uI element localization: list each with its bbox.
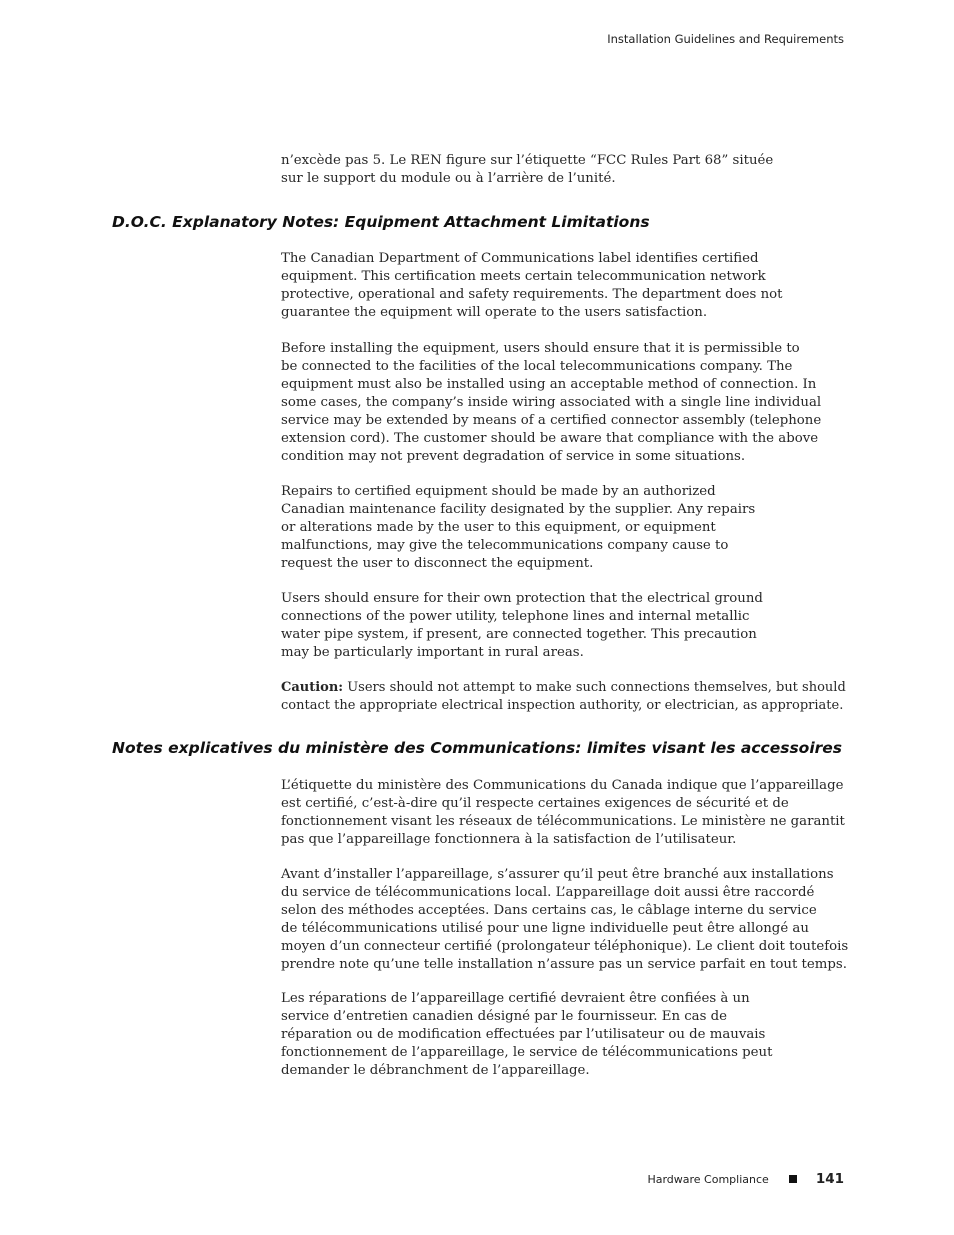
text-line: [281, 679, 853, 697]
text-line: selon des méthodes acceptées. Dans certains cas, le câblage interne du service: [281, 903, 817, 918]
text-line: est certifié, c’est-à-dire qu’il respecte certaines exigences de sécurité et de: [281, 796, 789, 811]
text-line: moyen d’un connecteur certifié (prolongateur téléphonique). Le client doit toutefois: [281, 939, 849, 954]
text-line: sur le support du module ou à l’arrière de l’unité.: [281, 171, 616, 186]
text-line: pas que l’appareillage fonctionnera à la satisfaction de l’utilisateur.: [281, 832, 737, 847]
page-number: 141: [815, 1171, 844, 1187]
section-heading-doc: D.O.C. Explanatory Notes: Equipment Attachment Limitations: [112, 213, 650, 231]
text-line: service d’entretien canadien désigné par le fournisseur. En cas de: [281, 1009, 728, 1024]
text-line: Canadian maintenance facility designated by the supplier. Any repairs: [281, 502, 756, 517]
text-line: fonctionnement de l’appareillage, le service de télécommunications peut: [281, 1045, 773, 1060]
text-line: some cases, the company’s inside wiring associated with a single line individual: [281, 395, 822, 410]
doc-paragraph-4: [281, 590, 853, 662]
text-line: protective, operational and safety requirements. The department does not: [281, 287, 783, 302]
intro-paragraph: [281, 152, 853, 188]
text-line: connections of the power utility, telephone lines and internal metallic: [281, 609, 750, 624]
text-line: Users should ensure for their own protection that the electrical ground: [281, 591, 763, 606]
text-line: water pipe system, if present, are connected together. This precaution: [281, 627, 757, 642]
fr-paragraph-2: [281, 866, 853, 974]
text-line: Repairs to certified equipment should be made by an authorized: [281, 484, 716, 499]
text-line: Avant d’installer l’appareillage, s’assurer qu’il peut être branché aux installations: [281, 867, 834, 882]
doc-paragraph-2: [281, 340, 853, 466]
text-line: condition may not prevent degradation of service in some situations.: [281, 449, 746, 464]
text-line: be connected to the facilities of the local telecommunications company. The: [281, 359, 793, 374]
text-line: may be particularly important in rural areas.: [281, 645, 584, 660]
running-header: Installation Guidelines and Requirements: [607, 32, 844, 46]
caution-label: Caution:: [281, 680, 344, 695]
text-line: prendre note qu’une telle installation n’assure pas un service parfait en tout temps.: [281, 957, 847, 972]
text-line: The Canadian Department of Communications label identifies certified: [281, 251, 759, 266]
text-line: L’étiquette du ministère des Communications du Canada indique que l’appareillage: [281, 778, 844, 793]
section-heading-fr: Notes explicatives du ministère des Communications: limites visant les accessoires: [112, 739, 843, 757]
doc-paragraph-3: [281, 483, 853, 573]
footer-section-name: Hardware Compliance: [647, 1172, 769, 1186]
text-line: equipment must also be installed using an acceptable method of connection. In: [281, 377, 817, 392]
text-line: extension cord). The customer should be aware that compliance with the above: [281, 431, 819, 446]
caution-text: Users should not attempt to make such connections themselves, but should: [343, 680, 846, 695]
page-footer: [647, 1171, 844, 1187]
text-line: demander le débranchment de l’appareillage.: [281, 1063, 590, 1078]
caution-note: [281, 679, 853, 715]
square-bullet-icon: [789, 1175, 797, 1183]
text-line: Before installing the equipment, users should ensure that it is permissible to: [281, 341, 800, 356]
text-line: request the user to disconnect the equipment.: [281, 556, 594, 571]
text-line: n’excède pas 5. Le REN figure sur l’étiquette “FCC Rules Part 68” située: [281, 153, 774, 168]
fr-paragraph-3: [281, 990, 853, 1080]
text-line: equipment. This certification meets certain telecommunication network: [281, 269, 766, 284]
text-line: contact the appropriate electrical inspection authority, or electrician, as appropriate.: [281, 698, 844, 713]
fr-paragraph-1: [281, 777, 853, 849]
text-line: du service de télécommunications local. L’appareillage doit aussi être raccordé: [281, 885, 815, 900]
text-line: de télécommunications utilisé pour une ligne individuelle peut être allongé au: [281, 921, 809, 936]
doc-paragraph-1: [281, 250, 853, 322]
text-line: réparation ou de modification effectuées par l’utilisateur ou de mauvais: [281, 1027, 766, 1042]
text-line: malfunctions, may give the telecommunications company cause to: [281, 538, 729, 553]
text-line: or alterations made by the user to this equipment, or equipment: [281, 520, 716, 535]
text-line: service may be extended by means of a certified connector assembly (telephone: [281, 413, 822, 428]
text-line: guarantee the equipment will operate to the users satisfaction.: [281, 305, 708, 320]
text-line: fonctionnement visant les réseaux de télécommunications. Le ministère ne garantit: [281, 814, 845, 829]
text-line: Les réparations de l’appareillage certifié devraient être confiées à un: [281, 991, 750, 1006]
